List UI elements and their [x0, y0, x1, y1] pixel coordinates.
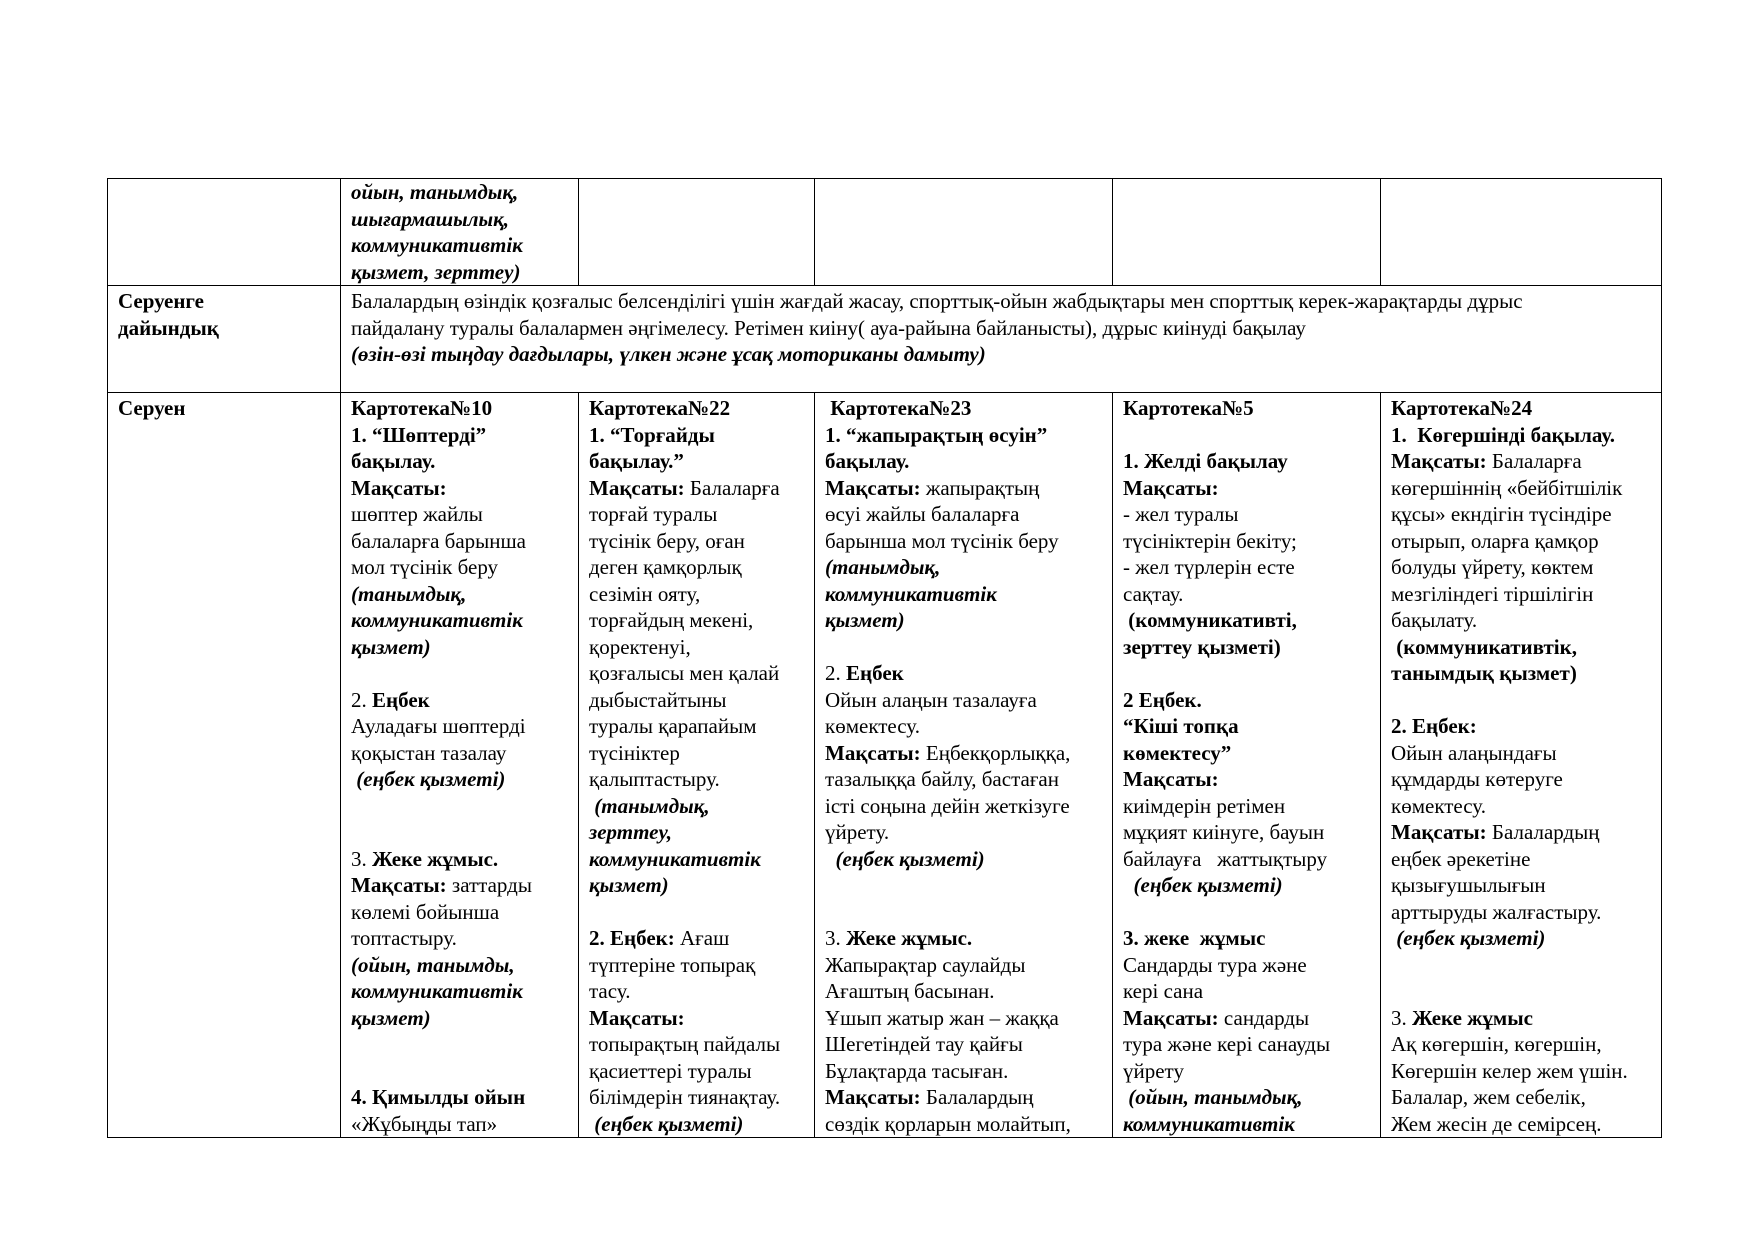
empty-cell	[815, 179, 1113, 286]
day-cell-3: Картотека№23 1. “жапырақтың өсуін” бақылау. Мақсаты: жапырақтың өсуі жайлы балаларға барынша мол түсінік беру (танымдық, коммуникативтік қызмет) 2. Еңбек Ойын алаңын тазалауға көмектесу. Мақсаты: Еңбекқорлыққа, тазалыққа байлу, бастаған істі соңына дейін жеткізуге үйрету. (еңбек қызметі) 3. Жеке жұмыс. Жапырақтар саулайды Ағаштың басынан. Ұшып жатыр жан – жаққа Шегетіндей тау қайғы Бұлақтарда тасыған. Мақсаты: Балалардың сөздік қорларын молайтып,	[815, 393, 1113, 1138]
preparation-text-cell	[341, 286, 1662, 393]
continuation-row	[108, 179, 1662, 286]
walk-preparation-row	[108, 286, 1662, 393]
card-title: Картотека№10	[351, 396, 493, 420]
walk-row	[108, 393, 1662, 1138]
card-title: Картотека№24	[1391, 396, 1533, 420]
preparation-text: пайдалану туралы балалармен әңгімелесу. Ретімен киіну( ауа-райына байланысты), дұрыс киінуді бақылау	[351, 315, 1306, 340]
activity-line: қызмет, зерттеу)	[351, 259, 521, 284]
row-label-preparation: Серуенге дайындық	[108, 286, 341, 393]
card-title: Картотека№22	[589, 396, 731, 420]
card-title: Картотека№5	[1123, 396, 1254, 420]
day-cell-2: Картотека№22 1. “Торғайды бақылау.” Мақсаты: Балаларға торғай туралы түсінік беру, оған деген қамқорлық сезімін ояту, торғайдың мекені, қоректенуі, қозғалысы мен қалай дыбыстайтыны туралы қарапайым түсініктер қалыптастыру. (танымдық, зерттеу, коммуникативтік қызмет) 2. Еңбек: Ағаш түптеріне топырақ тасу. Мақсаты: топырақтың пайдалы қасиеттері туралы білімдерін тиянақтау. (еңбек қызметі)	[579, 393, 815, 1138]
preparation-skills: (өзін-өзі тыңдау дағдылары, үлкен және ұсақ моториканы дамыту)	[351, 342, 986, 366]
empty-cell	[1381, 179, 1662, 286]
activity-types-cell	[341, 179, 579, 286]
plan-table	[107, 178, 1662, 1138]
row-label-walk: Серуен	[108, 393, 341, 1138]
activity-line: коммуникативтік	[351, 233, 523, 257]
empty-cell	[1113, 179, 1381, 286]
day-cell-1: Картотека№10 1. “Шөптерді” бақылау. Мақсаты: шөптер жайлы балаларға барынша мол түсінік беру (танымдық, коммуникативтік қызмет) 2. Еңбек Ауладағы шөптерді қоқыстан тазалау (еңбек қызметі) 3. Жеке жұмыс. Мақсаты: заттарды көлемі бойынша топтастыру. (ойын, танымды, коммуникативтік қызмет) 4. Қимылды ойын «Жұбыңды тап»	[341, 393, 579, 1138]
label-cell-empty	[108, 179, 341, 286]
preparation-text: Балалардың өзіндік қозғалыс белсенділігі үшін жағдай жасау, спорттық-ойын жабдықтары мен спорттық керек-жарақтарды дұрыс	[351, 289, 1523, 313]
day-cell-5: Картотека№24 1. Көгершінді бақылау. Мақсаты: Балаларға көгершіннің «бейбітшілік құсы» екндігін түсіндіре отырып, оларға қамқор болуды үйрету, көктем мезгіліндегі тіршілігін бақылату. (коммуникативтік, танымдық қызмет) 2. Еңбек: Ойын алаңындағы құмдарды көтеруге көмектесу. Мақсаты: Балалардың еңбек әрекетіне қызығушылығын арттыруды жалғастыру. (еңбек қызметі) 3. Жеке жұмыс Ақ көгершін, көгершін, Көгершін келер жем үшін. Балалар, жем себелік, Жем жесін де семірсең.	[1381, 393, 1662, 1138]
card-title: Картотека№23	[825, 396, 972, 420]
activity-line: шығармашылық,	[351, 206, 509, 231]
day-cell-4: Картотека№5 1. Желді бақылау Мақсаты: - жел туралы түсініктерін бекіту; - жел түрлерін есте сақтау. (коммуникативті, зерттеу қызметі) 2 Еңбек. “Кіші топқа көмектесу” Мақсаты: киімдерін ретімен мұқият киінуге, бауын байлауға жаттықтыру (еңбек қызметі) 3. жеке жұмыс Сандарды тура және кері сана Мақсаты: сандарды тура және кері санауды үйрету (ойын, танымдық, коммуникативтік	[1113, 393, 1381, 1138]
activity-line: ойын, танымдық,	[351, 180, 519, 204]
empty-cell	[579, 179, 815, 286]
